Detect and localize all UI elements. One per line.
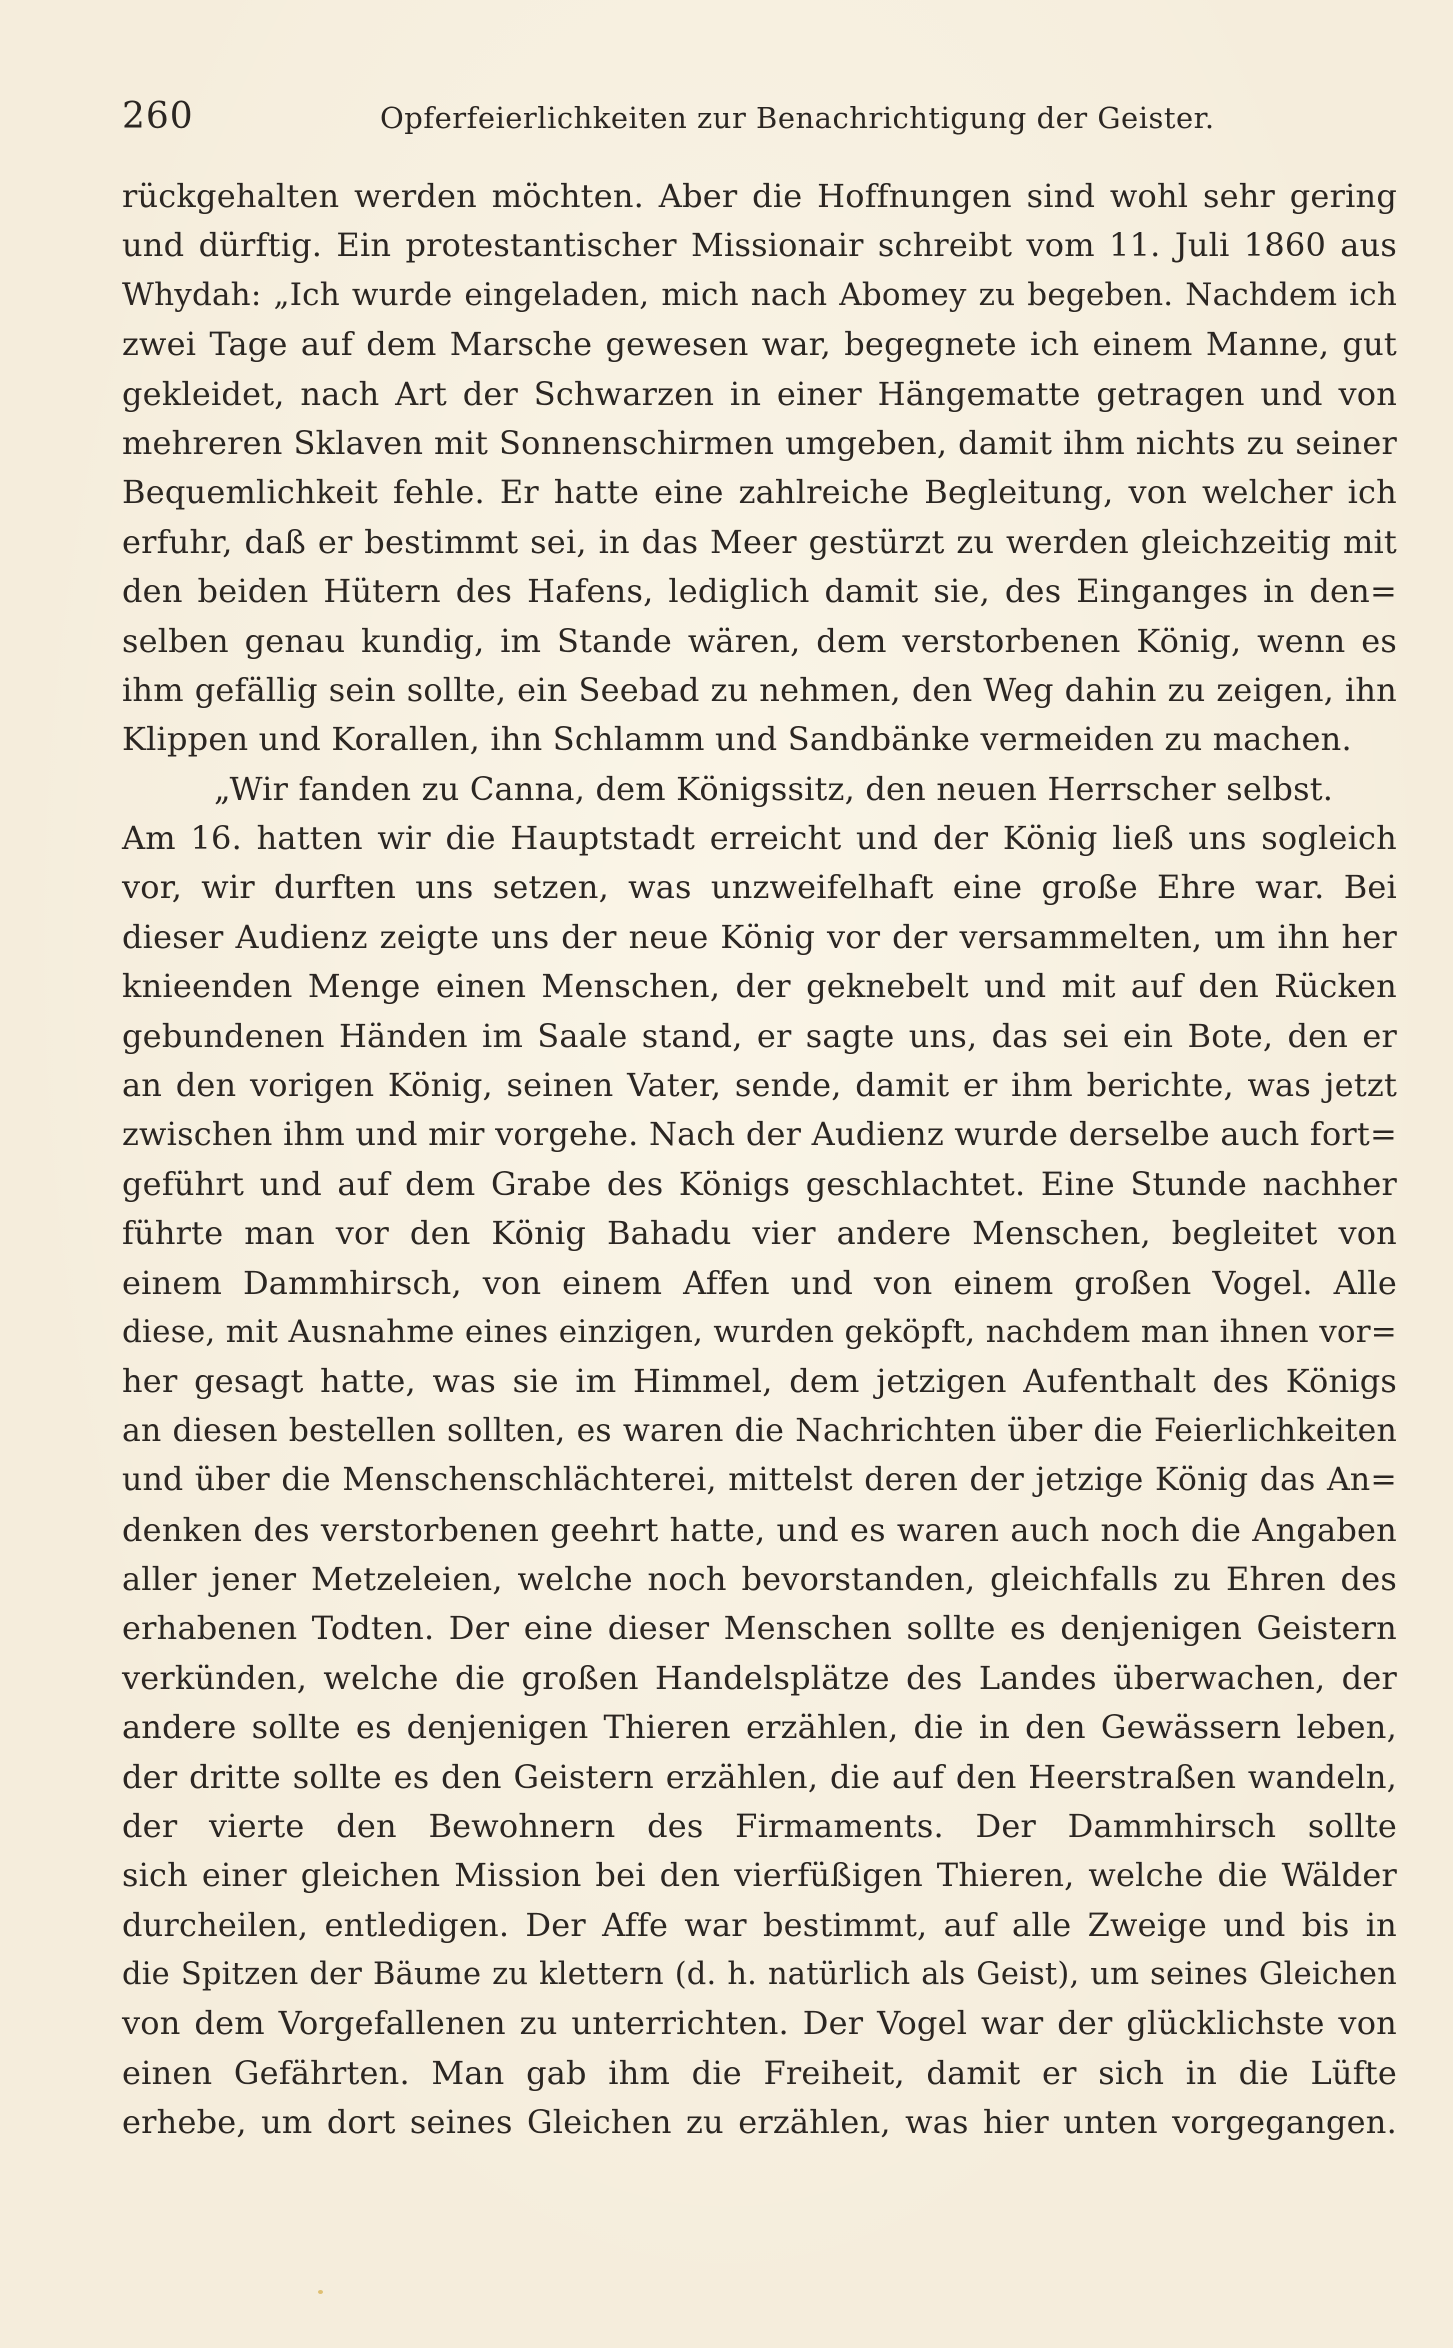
paper-speck <box>318 2290 323 2294</box>
text-line: dieser Audienz zeigte uns der neue König vor der versammelten, um ihn her <box>122 917 1397 956</box>
text-line: erfuhr, daß er bestimmt sei, in das Meer gestürzt zu werden gleichzeitig mit <box>122 522 1397 561</box>
text-line: verkünden, welche die großen Handelsplätze des Landes überwachen, der <box>122 1658 1397 1697</box>
text-line: andere sollte es denjenigen Thieren erzählen, die in den Gewässern leben, <box>122 1708 1397 1747</box>
text-line: rückgehalten werden möchten. Aber die Hoffnungen sind wohl sehr gering <box>122 177 1397 215</box>
text-line: der dritte sollte es den Geistern erzählen, die auf den Heerstraßen wandeln, <box>122 1757 1397 1796</box>
running-title: Opferfeierlichkeiten zur Benachrichtigung der Geister. <box>380 101 1215 135</box>
text-line: an den vorigen König, seinen Vater, sende, damit er ihm berichte, was jetzt <box>122 1066 1397 1105</box>
text-line: sich einer gleichen Mission bei den vierfüßigen Thieren, welche die Wälder <box>122 1856 1397 1895</box>
text-line: „Wir fanden zu Canna, dem Königssitz, den neuen Herrscher selbst. <box>214 769 1334 808</box>
body-text <box>122 172 1397 2148</box>
text-line: den beiden Hütern des Hafens, lediglich damit sie, des Einganges in den= <box>122 572 1397 611</box>
text-line: geführt und auf dem Grabe des Königs geschlachtet. Eine Stunde nachher <box>122 1164 1397 1203</box>
text-line: gekleidet, nach Art der Schwarzen in einer Hängematte getragen und von <box>122 374 1397 413</box>
text-line: die Spitzen der Bäume zu klettern (d. h. natürlich als Geist), um seines Gleichen <box>122 1957 1397 1993</box>
text-line: einen Gefährten. Man gab ihm die Freiheit, damit er sich in die Lüfte <box>122 2053 1397 2092</box>
text-line: diese, mit Ausnahme eines einzigen, wurden geköpft, nachdem man ihnen vor= <box>122 1313 1397 1350</box>
text-line: und über die Menschenschlächterei, mittelst deren der jetzige König das An= <box>122 1462 1397 1499</box>
text-line: führte man vor den König Bahadu vier andere Menschen, begleitet von <box>122 1214 1397 1253</box>
text-line: durcheilen, entledigen. Der Affe war bestimmt, auf alle Zweige und bis in <box>122 1905 1397 1944</box>
text-line: Klippen und Korallen, ihn Schlamm und Sandbänke vermeiden zu machen. <box>122 720 1352 759</box>
page-number: 260 <box>122 96 194 137</box>
text-line: selben genau kundig, im Stande wären, dem verstorbenen König, wenn es <box>122 621 1397 660</box>
text-line: zwei Tage auf dem Marsche gewesen war, begegnete ich einem Manne, gut <box>122 325 1397 364</box>
text-line: an diesen bestellen sollten, es waren die Nachrichten über die Feierlichkeiten <box>122 1412 1397 1449</box>
text-line: her gesagt hatte, was sie im Himmel, dem jetzigen Aufenthalt des Königs <box>122 1362 1397 1401</box>
text-line: einem Dammhirsch, von einem Affen und von einem großen Vogel. Alle <box>122 1263 1397 1302</box>
text-line: zwischen ihm und mir vorgehe. Nach der Audienz wurde derselbe auch fort= <box>122 1115 1397 1154</box>
text-line: von dem Vorgefallenen zu unterrichten. Der Vogel war der glücklichste von <box>122 2004 1397 2043</box>
text-line: erhebe, um dort seines Gleichen zu erzählen, was hier unten vorgegangen. <box>122 2103 1397 2142</box>
text-line: erhabenen Todten. Der eine dieser Menschen sollte es denjenigen Geistern <box>122 1609 1397 1648</box>
text-line: vor, wir durften uns setzen, was unzweifelhaft eine große Ehre war. Bei <box>122 868 1397 907</box>
text-line: mehreren Sklaven mit Sonnenschirmen umgeben, damit ihm nichts zu seiner <box>122 423 1397 462</box>
text-line: denken des verstorbenen geehrt hatte, und es waren auch noch die Angaben <box>122 1510 1397 1549</box>
text-line: der vierte den Bewohnern des Firmaments. Der Dammhirsch sollte <box>122 1806 1397 1845</box>
text-line: ihm gefällig sein sollte, ein Seebad zu nehmen, den Weg dahin zu zeigen, ihn <box>122 670 1397 709</box>
text-line: aller jener Metzeleien, welche noch bevorstanden, gleichfalls zu Ehren des <box>122 1559 1397 1598</box>
text-line: Am 16. hatten wir die Hauptstadt erreicht und der König ließ uns sogleich <box>122 819 1397 858</box>
text-line: gebundenen Händen im Saale stand, er sagte uns, das sei ein Bote, den er <box>122 1016 1397 1055</box>
text-line: Whydah: „Ich wurde eingeladen, mich nach Abomey zu begeben. Nachdem ich <box>122 276 1397 313</box>
text-line: und dürftig. Ein protestantischer Missionair schreibt vom 11. Juli 1860 aus <box>122 226 1397 265</box>
text-line: Bequemlichkeit fehle. Er hatte eine zahlreiche Begleitung, von welcher ich <box>122 473 1397 512</box>
text-line: knieenden Menge einen Menschen, der geknebelt und mit auf den Rücken <box>122 967 1397 1006</box>
page-header <box>122 92 1394 142</box>
